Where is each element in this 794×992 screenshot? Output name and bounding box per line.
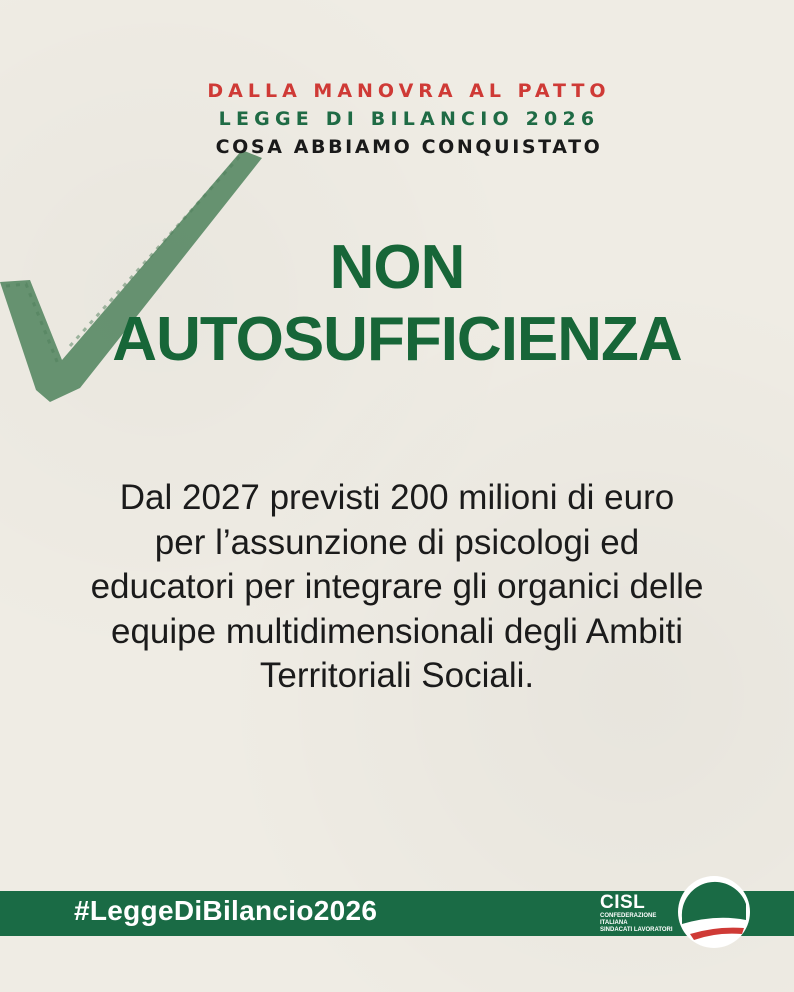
header-line-2: LEGGE DI BILANCIO 2026 — [218, 108, 600, 130]
title-line-2: AUTOSUFFICIENZA — [112, 305, 682, 374]
header-line-3: COSA ABBIAMO CONQUISTATO — [215, 136, 603, 158]
body-paragraph: Dal 2027 previsti 200 milioni di euro per l’assunzione di psicologi ed educatori per integrare gli organici delle equipe multidimensionali degli Ambiti Territoriali Sociali. — [90, 478, 704, 695]
title-line-1: NON — [329, 233, 465, 302]
cisl-logo-icon — [676, 874, 752, 950]
cisl-logo-text — [600, 893, 680, 934]
logo-sub-1: CONFEDERAZIONE ITALIANA — [600, 913, 657, 926]
header-line-1: DALLA MANOVRA AL PATTO — [207, 80, 611, 102]
logo-name: CISL — [600, 892, 646, 913]
logo-sub-2: SINDACATI LAVORATORI — [600, 927, 673, 933]
hashtag[interactable]: #LeggeDiBilancio2026 — [74, 895, 378, 926]
